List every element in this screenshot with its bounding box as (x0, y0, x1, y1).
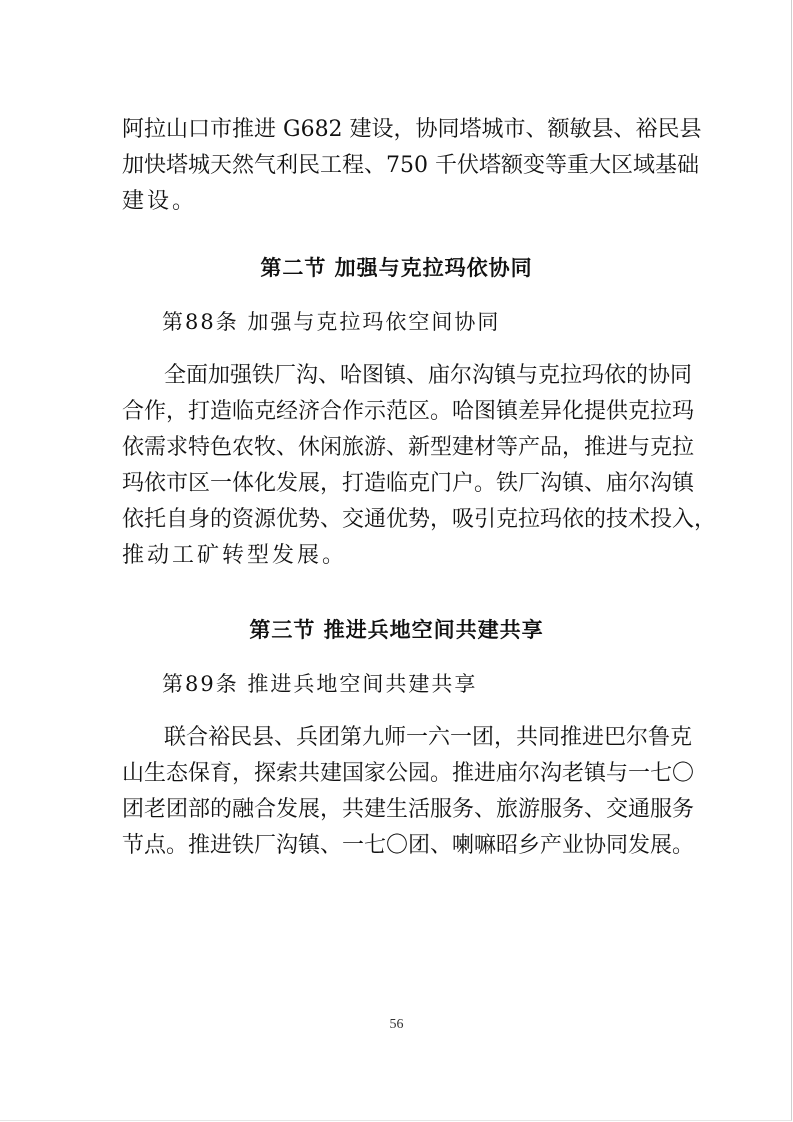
paragraph-line: 建设。 (122, 189, 198, 214)
paragraph-line: 依托自身的资源优势、交通优势，吸引克拉玛依的技术投入， (122, 507, 717, 532)
paragraph-line: 合作，打造临克经济合作示范区。哈图镇差异化提供克拉玛 (122, 399, 695, 424)
paragraph-line: 推动工矿转型发展。 (122, 543, 348, 568)
paragraph-line: 阿拉山口市推进 G682 建设，协同塔城市、额敏县、裕民县 (122, 117, 702, 142)
page-number: 56 (389, 1017, 404, 1032)
paragraph-line: 依需求特色农牧、休闲旅游、新型建材等产品，推进与克拉 (122, 435, 695, 460)
article-title: 第89条 推进兵地空间共建共享 (162, 672, 478, 696)
section-heading: 第三节 推进兵地空间共建共享 (249, 618, 544, 642)
paragraph-line: 联合裕民县、兵团第九师一六一团，共同推进巴尔鲁克 (164, 725, 693, 750)
paragraph-line: 团老团部的融合发展，共建生活服务、旅游服务、交通服务 (122, 797, 695, 822)
paragraph-line: 加快塔城天然气利民工程、750 千伏塔额变等重大区域基础 (122, 153, 699, 178)
paragraph-line: 玛依市区一体化发展，打造临克门户。铁厂沟镇、庙尔沟镇 (122, 471, 695, 496)
paragraph-line: 全面加强铁厂沟、哈图镇、庙尔沟镇与克拉玛依的协同 (164, 363, 693, 388)
paragraph-line: 节点。推进铁厂沟镇、一七〇团、喇嘛昭乡产业协同发展。 (122, 833, 695, 858)
section-2-paragraph (122, 358, 717, 574)
intro-paragraph (122, 112, 702, 220)
paragraph-line: 山生态保育，探索共建国家公园。推进庙尔沟老镇与一七〇 (122, 761, 695, 786)
section-3-paragraph (122, 720, 695, 864)
section-heading: 第二节 加强与克拉玛依协同 (260, 256, 533, 280)
article-title: 第88条 加强与克拉玛依空间协同 (162, 310, 501, 334)
